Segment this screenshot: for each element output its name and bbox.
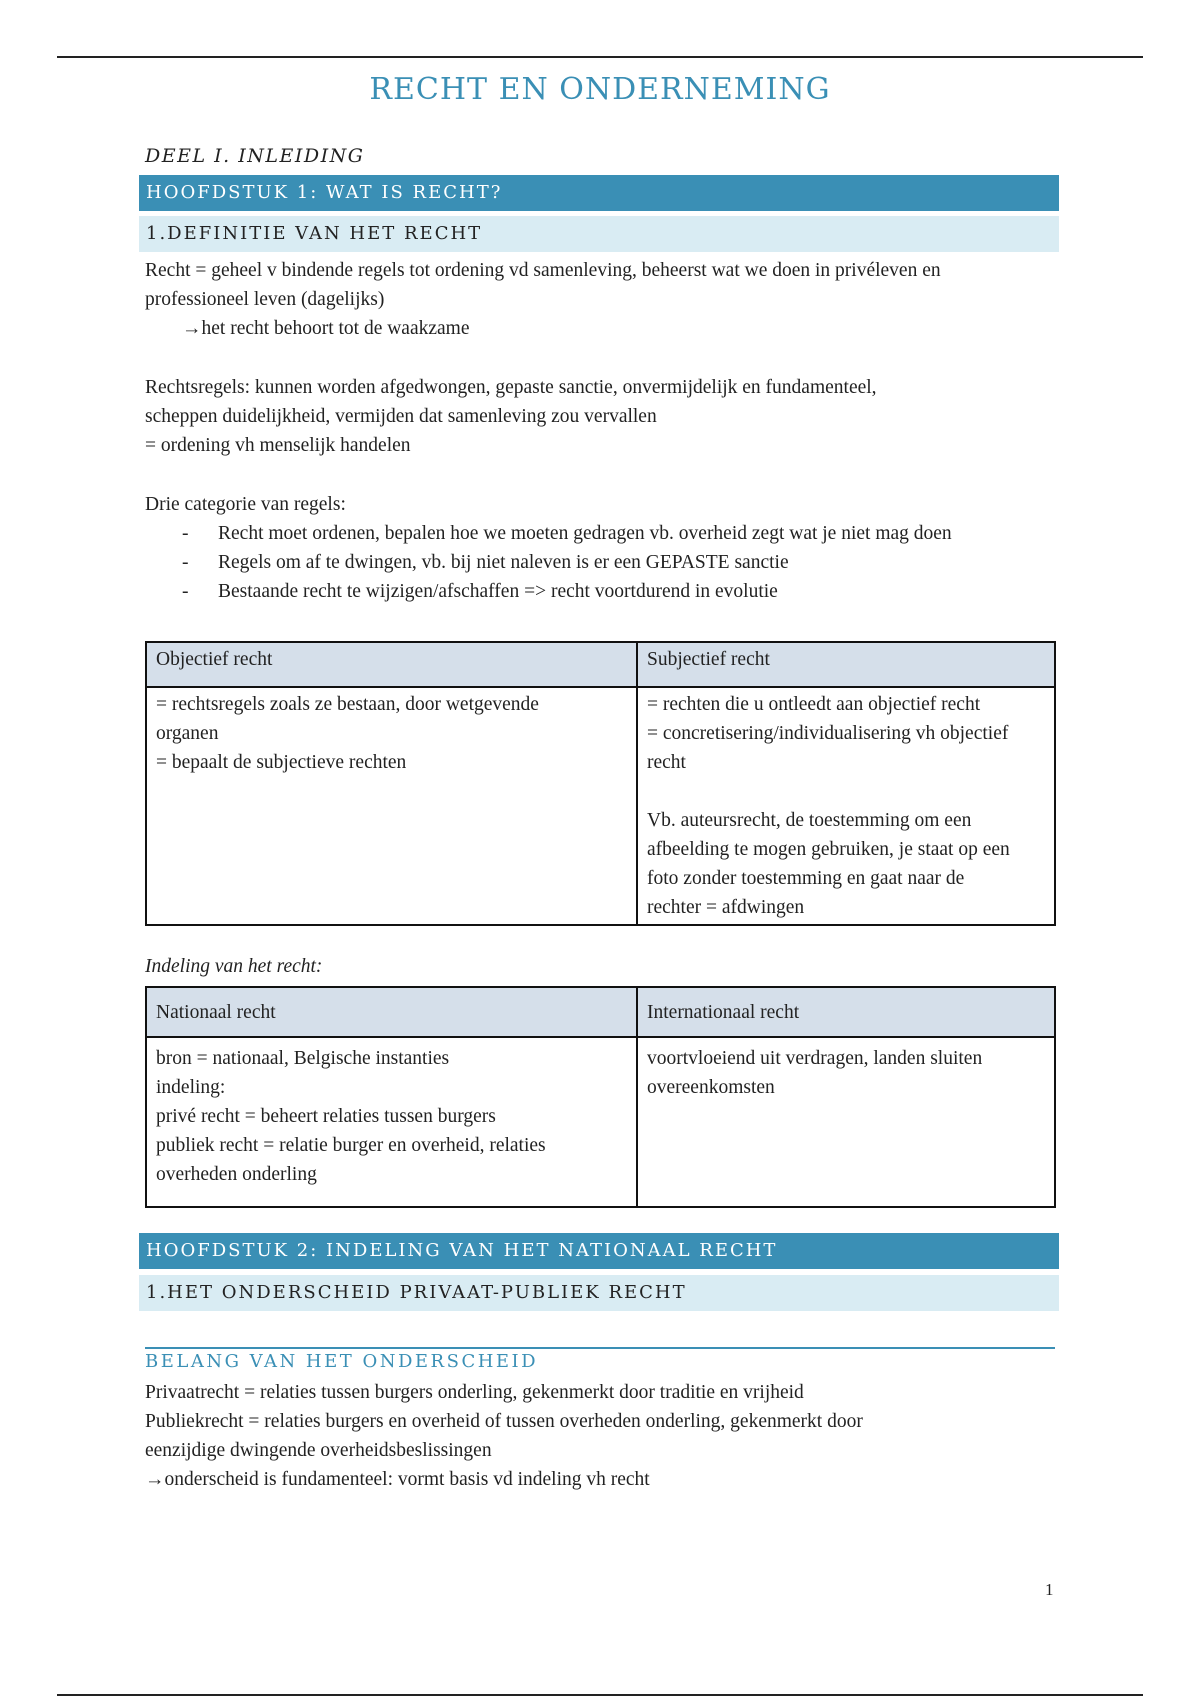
paragraph-line: eenzijdige dwingende overheidsbeslissingen bbox=[145, 1440, 492, 1461]
table-header-cell: Objectief recht bbox=[146, 642, 637, 687]
categories-intro: Drie categorie van regels: bbox=[145, 494, 346, 515]
table-header-row bbox=[146, 642, 1055, 687]
rules-line: = ordening vh menselijk handelen bbox=[145, 435, 411, 456]
cell-line: voortvloeiend uit verdragen, landen sluiten bbox=[647, 1048, 983, 1069]
section-1-1-heading: 1.DEFINITIE VAN HET RECHT bbox=[139, 216, 1059, 252]
table-header-cell: Internationaal recht bbox=[637, 987, 1055, 1037]
table-header-cell: Subjectief recht bbox=[637, 642, 1055, 687]
cell-spacer bbox=[647, 777, 1045, 806]
table-cell bbox=[146, 687, 637, 925]
cell-line: Vb. auteursrecht, de toestemming om een bbox=[647, 810, 972, 831]
categories-block bbox=[145, 490, 1057, 606]
definition-line: Recht = geheel v bindende regels tot ordening vd samenleving, beheerst wat we doen in privéleven en bbox=[145, 260, 941, 281]
page-number: 1 bbox=[1045, 1580, 1054, 1599]
cell-line: = concretisering/individualisering vh objectief bbox=[647, 723, 1009, 744]
table-cell bbox=[637, 1037, 1055, 1207]
part-title: DEEL I. INLEIDING bbox=[145, 145, 365, 167]
rules-line: Rechtsregels: kunnen worden afgedwongen, gepaste sanctie, onvermijdelijk en fundamenteel, bbox=[145, 377, 877, 398]
list-item: - Bestaande recht te wijzigen/afschaffen => recht voortdurend in evolutie bbox=[145, 577, 1057, 606]
list-item: - Recht moet ordenen, bepalen hoe we moeten gedragen vb. overheid zegt wat je niet mag doen bbox=[145, 519, 1057, 548]
header-rule bbox=[57, 56, 1143, 58]
cell-line: = rechten die u ontleedt aan objectief recht bbox=[647, 694, 981, 715]
cell-line: privé recht = beheert relaties tussen burgers bbox=[156, 1106, 496, 1127]
paragraph-line: Privaatrecht = relaties tussen burgers onderling, gekenmerkt door traditie en vrijheid bbox=[145, 1382, 804, 1403]
table-header-cell: Nationaal recht bbox=[146, 987, 637, 1037]
categories-list bbox=[145, 519, 1057, 606]
definition-line: professioneel leven (dagelijks) bbox=[145, 289, 385, 310]
cell-line: publiek recht = relatie burger en overheid, relaties bbox=[156, 1135, 546, 1156]
cell-line: recht bbox=[647, 752, 686, 773]
footer-rule bbox=[57, 1694, 1143, 1696]
objective-subjective-table bbox=[145, 641, 1056, 926]
cell-line: overeenkomsten bbox=[647, 1077, 775, 1098]
table-row bbox=[146, 687, 1055, 925]
subheading: BELANG VAN HET ONDERSCHEID bbox=[145, 1351, 539, 1372]
cell-line: bron = nationaal, Belgische instanties bbox=[156, 1048, 450, 1069]
rules-paragraph bbox=[145, 373, 1057, 460]
division-label: Indeling van het recht: bbox=[145, 956, 323, 977]
national-international-table bbox=[145, 986, 1056, 1208]
list-item: - Regels om af te dwingen, vb. bij niet naleven is er een GEPASTE sanctie bbox=[145, 548, 1057, 577]
cell-line: afbeelding te mogen gebruiken, je staat op een bbox=[647, 839, 1010, 860]
document-title: RECHT EN ONDERNEMING bbox=[369, 72, 831, 107]
table-header-row bbox=[146, 987, 1055, 1037]
cell-line: overheden onderling bbox=[156, 1164, 317, 1185]
table-cell bbox=[146, 1037, 637, 1207]
table-cell bbox=[637, 687, 1055, 925]
cell-line: foto zonder toestemming en gaat naar de bbox=[647, 868, 965, 889]
section-2-1-heading: 1.HET ONDERSCHEID PRIVAAT-PUBLIEK RECHT bbox=[139, 1275, 1059, 1311]
table-row bbox=[146, 1037, 1055, 1207]
definition-paragraph bbox=[145, 256, 1057, 343]
paragraph-line: →onderscheid is fundamenteel: vormt basis vd indeling vh recht bbox=[145, 1469, 650, 1490]
distinction-paragraph bbox=[145, 1378, 1057, 1494]
cell-line: organen bbox=[156, 723, 219, 744]
paragraph-line: Publiekrecht = relaties burgers en overheid of tussen overheden onderling, gekenmerkt door bbox=[145, 1411, 863, 1432]
chapter-1-heading: HOOFDSTUK 1: WAT IS RECHT? bbox=[139, 175, 1059, 211]
cell-line: indeling: bbox=[156, 1077, 226, 1098]
rules-line: scheppen duidelijkheid, vermijden dat samenleving zou vervallen bbox=[145, 406, 657, 427]
cell-line: = bepaalt de subjectieve rechten bbox=[156, 752, 407, 773]
cell-line: = rechtsregels zoals ze bestaan, door wetgevende bbox=[156, 694, 539, 715]
subheading-rule bbox=[145, 1347, 1055, 1349]
cell-line: rechter = afdwingen bbox=[647, 897, 805, 918]
definition-arrow-note: →het recht behoort tot de waakzame bbox=[182, 318, 470, 339]
chapter-2-heading: HOOFDSTUK 2: INDELING VAN HET NATIONAAL RECHT bbox=[139, 1233, 1059, 1269]
